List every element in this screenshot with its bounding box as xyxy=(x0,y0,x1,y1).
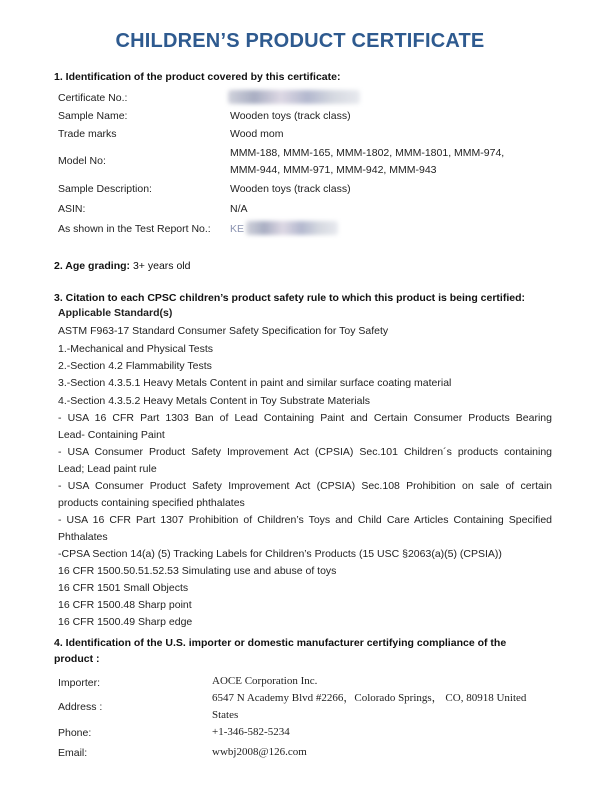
standard-line: - USA Consumer Product Safety Improvement Act (CPSIA) Sec.101 Children´s products containing xyxy=(58,446,552,458)
standard-line: - USA 16 CFR Part 1307 Prohibition of Children’s Toys and Child Care Articles Containing Specified xyxy=(58,514,552,526)
address-label: Address : xyxy=(58,701,103,713)
email-value: wwbj2008@126.com xyxy=(212,746,307,758)
model-no-value-line2: MMM-944, MMM-971, MMM-942, MMM-943 xyxy=(230,164,437,176)
test-report-label: As shown in the Test Report No.: xyxy=(58,223,211,235)
phone-value: +1-346-582-5234 xyxy=(212,726,290,738)
standard-line: Lead- Containing Paint xyxy=(58,429,165,441)
standard-line: ASTM F963-17 Standard Consumer Safety Specification for Toy Safety xyxy=(58,325,389,337)
trade-marks-label: Trade marks xyxy=(58,128,117,140)
sample-description-label: Sample Description: xyxy=(58,183,152,195)
model-no-value-line1: MMM-188, MMM-165, MMM-1802, MMM-1801, MMM-974, xyxy=(230,147,505,159)
standard-line: products containing specified phthalates xyxy=(58,497,245,509)
standard-line: Phthalates xyxy=(58,531,108,543)
applicable-standards-heading: Applicable Standard(s) xyxy=(58,307,173,319)
standard-line: 16 CFR 1500.48 Sharp point xyxy=(58,599,192,611)
test-report-value: KE xyxy=(230,223,245,235)
importer-label: Importer: xyxy=(58,677,101,689)
phone-label: Phone: xyxy=(58,727,92,739)
standard-line: 16 CFR 1500.50.51.52.53 Simulating use and abuse of toys xyxy=(58,565,337,577)
standard-line: -CPSA Section 14(a) (5) Tracking Labels for Children’s Products (15 USC §2063(a)(5) (CPSIA)) xyxy=(58,548,502,560)
standard-line: 16 CFR 1501 Small Objects xyxy=(58,582,189,594)
test-report-redacted xyxy=(246,221,338,235)
age-grading-label: 2. Age grading: xyxy=(54,260,131,272)
section-3-heading: 3. Citation to each CPSC children’s product safety rule to which this product is being certified: xyxy=(54,292,526,304)
asin-value: N/A xyxy=(230,203,248,215)
certificate-no-label: Certificate No.: xyxy=(58,92,128,104)
standard-line: 2.-Section 4.2 Flammability Tests xyxy=(58,360,212,372)
standard-line: 3.-Section 4.3.5.1 Heavy Metals Content in paint and similar surface coating material xyxy=(58,377,452,389)
section-4-heading-line2: product : xyxy=(54,653,100,665)
sample-name-label: Sample Name: xyxy=(58,110,128,122)
standard-line: Lead; Lead paint rule xyxy=(58,463,157,475)
model-no-label: Model No: xyxy=(58,155,106,167)
sample-description-value: Wooden toys (track class) xyxy=(230,183,351,195)
standard-line: 4.-Section 4.3.5.2 Heavy Metals Content in Toy Substrate Materials xyxy=(58,395,371,407)
trade-marks-value: Wood mom xyxy=(230,128,284,140)
address-value-line1: 6547 N Academy Blvd #2266，Colorado Springs， CO, 80918 United xyxy=(212,692,527,704)
importer-value: AOCE Corporation Inc. xyxy=(212,675,318,687)
standard-line: 16 CFR 1500.49 Sharp edge xyxy=(58,616,193,628)
address-value-line2: States xyxy=(212,709,239,721)
certificate-no-redacted xyxy=(228,90,360,104)
section-1-heading: 1. Identification of the product covered by this certificate: xyxy=(54,71,341,83)
age-grading-value: 3+ years old xyxy=(132,260,191,272)
page-title: CHILDREN’S PRODUCT CERTIFICATE xyxy=(115,30,485,52)
section-2-heading xyxy=(54,260,190,272)
email-label: Email: xyxy=(58,747,88,759)
standard-line: - USA 16 CFR Part 1303 Ban of Lead Containing Paint and Certain Consumer Products Bearing xyxy=(58,412,552,424)
standard-line: 1.-Mechanical and Physical Tests xyxy=(58,343,214,355)
standard-line: - USA Consumer Product Safety Improvement Act (CPSIA) Sec.108 Prohibition on sale of certain xyxy=(58,480,552,492)
section-4-heading-line1: 4. Identification of the U.S. importer or domestic manufacturer certifying compliance of the xyxy=(54,637,507,649)
sample-name-value: Wooden toys (track class) xyxy=(230,110,351,122)
asin-label: ASIN: xyxy=(58,203,86,215)
